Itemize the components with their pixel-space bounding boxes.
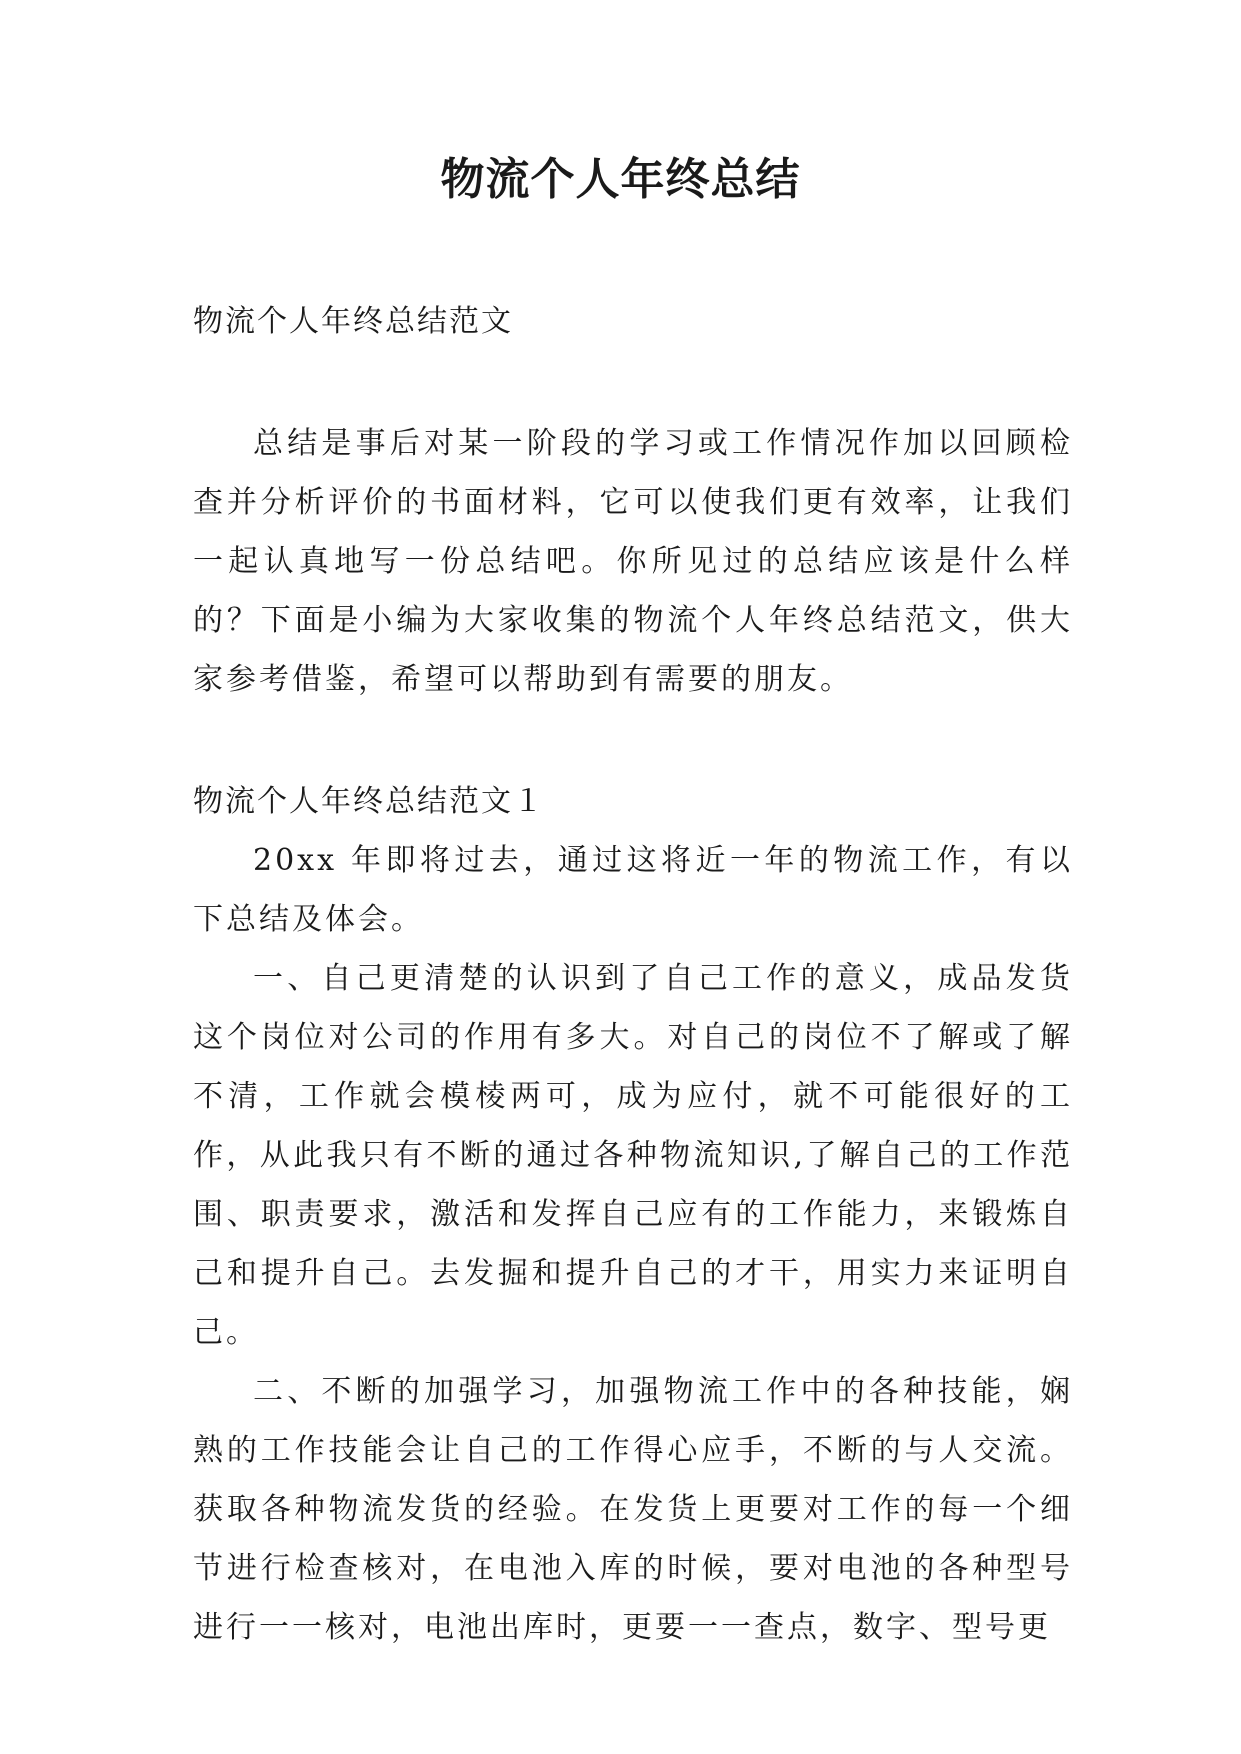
body-paragraph: 一、自己更清楚的认识到了自己工作的意义，成品发货这个岗位对公司的作用有多大。对自己的岗位不了解或了解不清，工作就会模棱两可，成为应付，就不可能很好的工作，从此我只有不断的通过各种物流知识,了解自己的工作范围、职责要求，激活和发挥自己应有的工作能力，来锻炼自己和提升自己。去发掘和提升自己的才干，用实力来证明自己。 <box>193 961 1073 1350</box>
document-subtitle: 物流个人年终总结范文 <box>193 304 513 339</box>
section-heading: 物流个人年终总结范文１ <box>193 784 545 819</box>
body-paragraph: 二、不断的加强学习，加强物流工作中的各种技能，娴熟的工作技能会让自己的工作得心应手，不断的与人交流。获取各种物流发货的经验。在发货上更要对工作的每一个细节进行检查核对，在电池入库的时候，要对电池的各种型号进行一一核对，电池出库时，更要一一查点，数字、型号更 <box>193 1374 1073 1645</box>
body-paragraph: 20xx 年即将过去，通过这将近一年的物流工作，有以下总结及体会。 <box>193 843 1073 937</box>
document-body <box>193 292 1073 1657</box>
document-title: 物流个人年终总结 <box>440 154 801 205</box>
intro-paragraph: 总结是事后对某一阶段的学习或工作情况作加以回顾检查并分析评价的书面材料，它可以使我们更有效率，让我们一起认真地写一份总结吧。你所见过的总结应该是什么样的？下面是小编为大家收集的物流个人年终总结范文，供大家参考借鉴，希望可以帮助到有需要的朋友。 <box>193 426 1073 697</box>
